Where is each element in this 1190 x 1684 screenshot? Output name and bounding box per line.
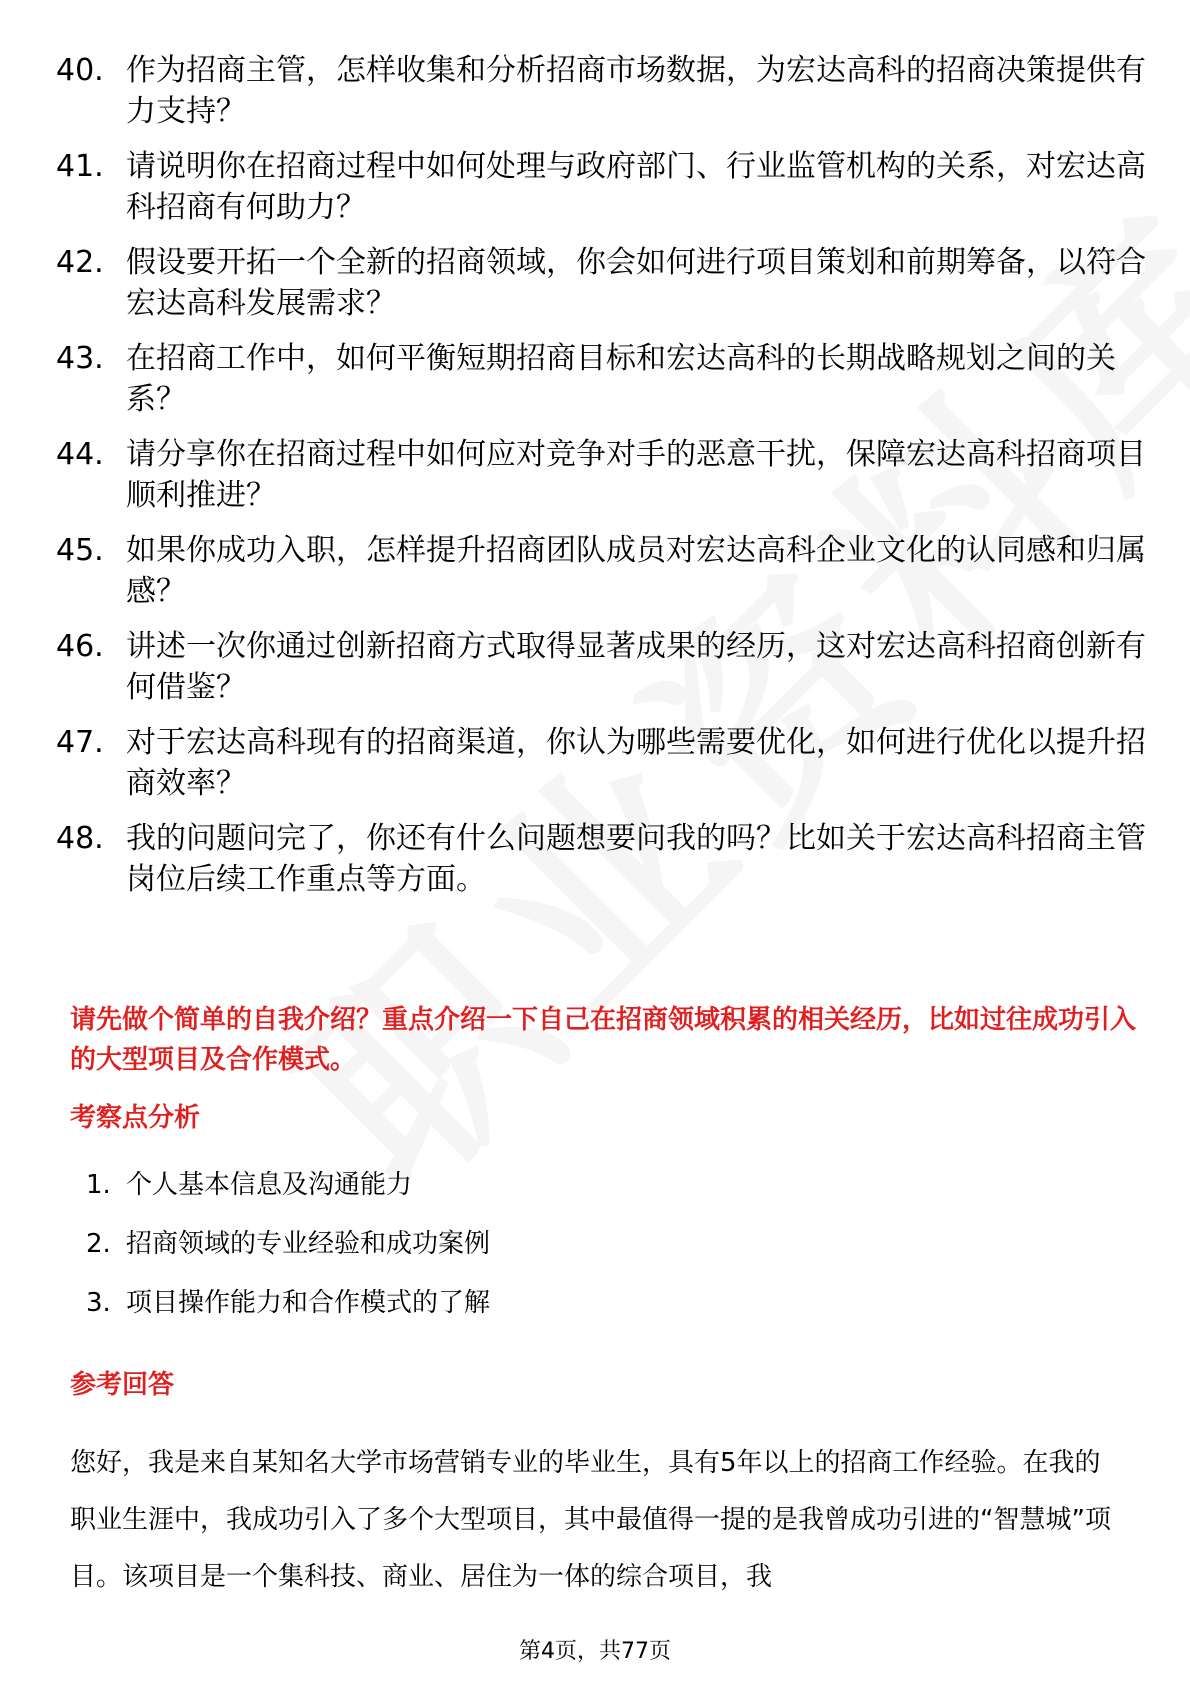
reference-title: 参考回答 [70,1370,175,1400]
question-number: 43. [56,341,104,376]
question-number: 40. [56,53,104,88]
point-text: 个人基本信息及沟通能力 [126,1170,413,1200]
question-number: 41. [56,149,104,184]
point-text: 项目操作能力和合作模式的了解 [126,1288,491,1318]
question-number: 46. [56,629,104,664]
question-number: 42. [56,245,104,280]
point-number: 2. [86,1229,111,1259]
intro-question: 请先做个简单的自我介绍？重点介绍一下自己在招商领域积累的相关经历，比如过往成功引入的大型项目及合作模式。 [70,1005,1137,1075]
question-text: 请分享你在招商过程中如何应对竞争对手的恶意干扰，保障宏达高科招商项目顺利推进？ [126,437,1146,513]
analysis-point [86,1287,490,1319]
question-text: 如果你成功入职，怎样提升招商团队成员对宏达高科企业文化的认同感和归属感？ [126,533,1146,609]
question-number: 47. [56,725,104,760]
analysis-point [86,1169,412,1201]
analysis-title: 考察点分析 [70,1103,201,1133]
point-text: 招商领域的专业经验和成功案例 [126,1229,491,1259]
reference-answer: 您好，我是来自某知名大学市场营销专业的毕业生，具有5年以上的招商工作经验。在我的职业生涯中，我成功引入了多个大型项目，其中最值得一提的是我曾成功引进的“智慧城”项目。该项目是一个集科技、商业、居住为一体的综合项目，我 [70,1448,1111,1592]
question-text: 讲述一次你通过创新招商方式取得显著成果的经历，这对宏达高科招商创新有何借鉴？ [126,629,1146,705]
question-text: 请说明你在招商过程中如何处理与政府部门、行业监管机构的关系，对宏达高科招商有何助力？ [126,149,1146,225]
question-text: 假设要开拓一个全新的招商领域，你会如何进行项目策划和前期筹备，以符合宏达高科发展需求？ [126,245,1146,321]
question-text: 对于宏达高科现有的招商渠道，你认为哪些需要优化，如何进行优化以提升招商效率？ [126,725,1146,801]
question-number: 48. [56,821,104,856]
page-footer: 第4页，共77页 [519,1639,671,1664]
question-text: 在招商工作中，如何平衡短期招商目标和宏达高科的长期战略规划之间的关系？ [126,341,1116,417]
question-text: 我的问题问完了，你还有什么问题想要问我的吗？比如关于宏达高科招商主管岗位后续工作重点等方面。 [126,821,1146,897]
point-number: 1. [86,1170,111,1200]
question-number: 44. [56,437,104,472]
question-number: 45. [56,533,104,568]
analysis-point [86,1228,490,1260]
question-text: 作为招商主管，怎样收集和分析招商市场数据，为宏达高科的招商决策提供有力支持？ [126,53,1146,129]
point-number: 3. [86,1288,111,1318]
